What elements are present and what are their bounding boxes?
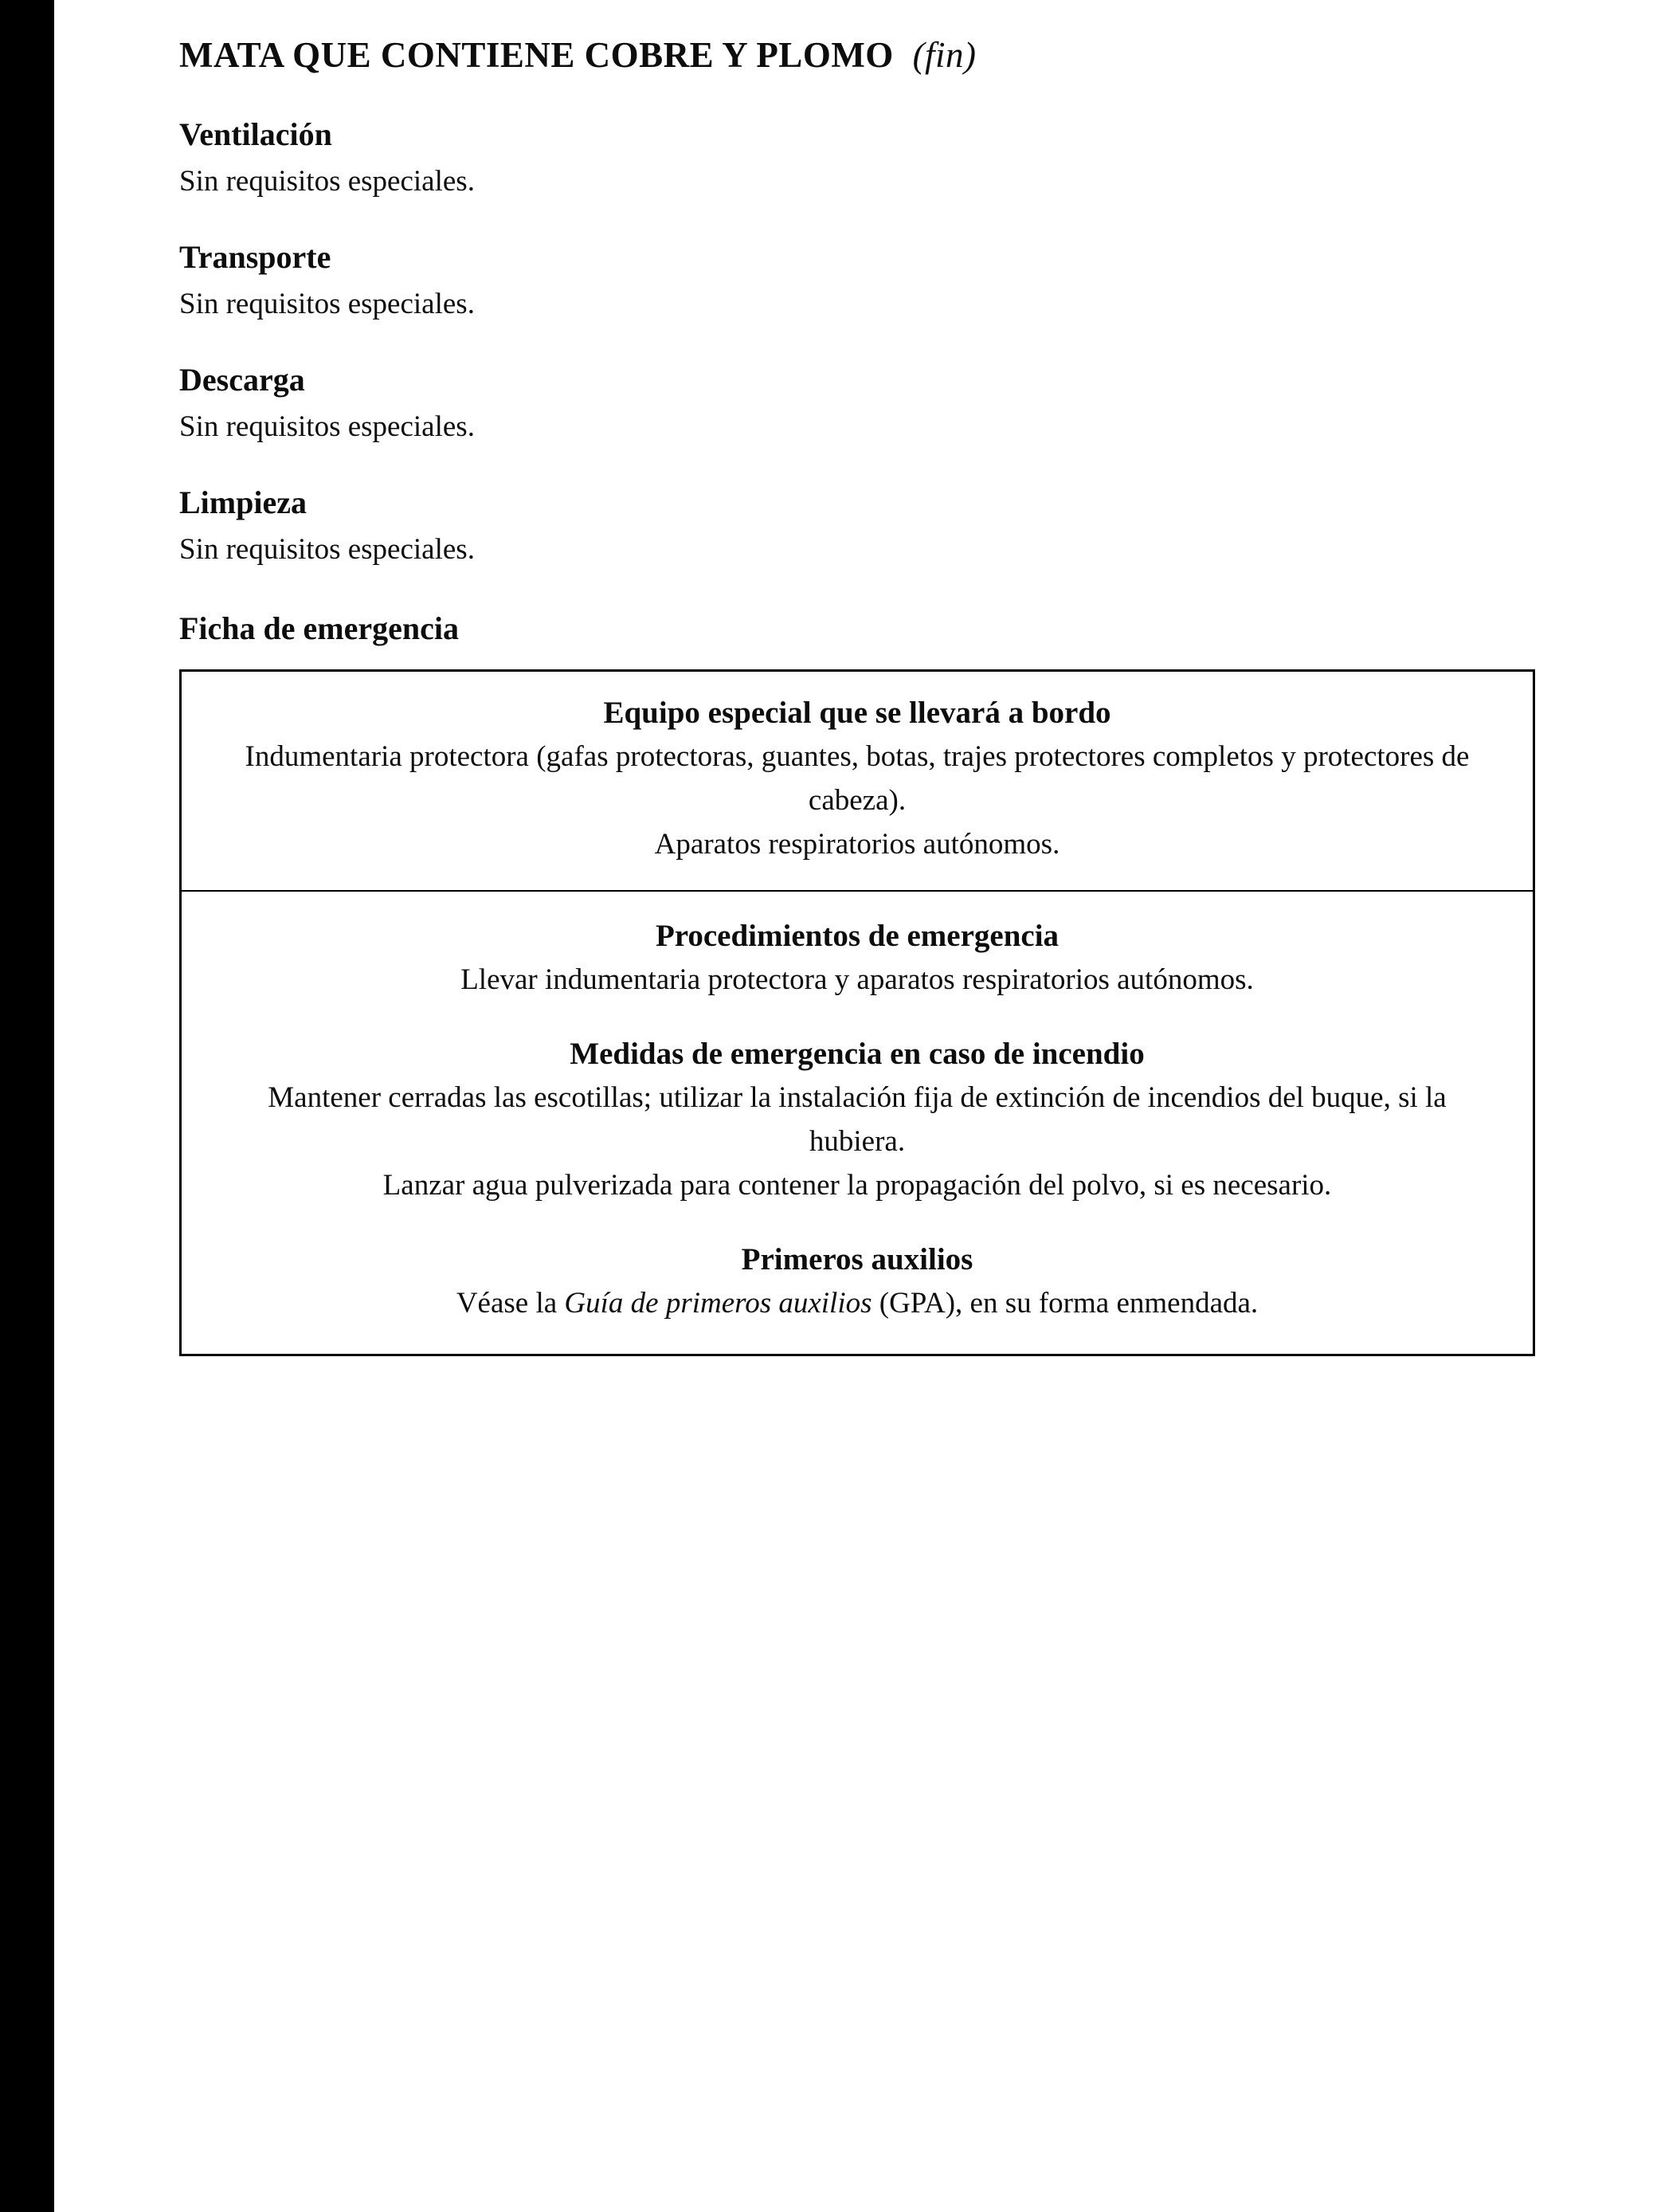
page-content xyxy=(179,33,1537,1356)
procedures-title: Procedimientos de emergencia xyxy=(655,919,1060,953)
fire-line-2: Lanzar agua pulverizada para contener la propagación del polvo, si es necesario. xyxy=(382,1169,1332,1202)
section-body-limpieza: Sin requisitos especiales. xyxy=(179,533,475,566)
page-title-text: MATA QUE CONTIENE COBRE Y PLOMO xyxy=(179,35,894,75)
equipment-line-1: Indumentaria protectora (gafas protectoras, guantes, botas, trajes protectores completos y protectores de cabeza). xyxy=(245,740,1470,817)
emergency-procedures-block xyxy=(229,914,1485,1002)
section-body-transporte: Sin requisitos especiales. xyxy=(179,288,475,320)
procedures-line-1: Llevar indumentaria protectora y aparatos respiratorios autónomos. xyxy=(460,963,1254,996)
first-aid-line-prefix: Véase la xyxy=(456,1287,565,1320)
equipment-row xyxy=(182,672,1533,890)
first-aid-title: Primeros auxilios xyxy=(741,1242,973,1277)
equipment-line-2: Aparatos respiratorios autónomos. xyxy=(654,828,1060,861)
fire-measures-block xyxy=(229,1032,1485,1207)
first-aid-line-suffix: (GPA), en su forma enmendada. xyxy=(872,1287,1259,1320)
first-aid-line xyxy=(229,1281,1485,1325)
binding-bar xyxy=(0,0,54,2212)
page-title-suffix: (fin) xyxy=(912,35,977,75)
section-heading-limpieza: Limpieza xyxy=(179,484,307,520)
section-ventilacion xyxy=(179,116,1537,199)
section-body-descarga: Sin requisitos especiales. xyxy=(179,410,475,443)
section-heading-ficha-de-emergencia: Ficha de emergencia xyxy=(179,610,459,646)
procedures-row xyxy=(182,890,1533,1354)
equipment-title: Equipo especial que se llevará a bordo xyxy=(603,696,1111,730)
section-heading-ventilacion: Ventilación xyxy=(179,116,332,152)
first-aid-block xyxy=(229,1237,1485,1325)
section-transporte xyxy=(179,239,1537,322)
fire-line-1: Mantener cerradas las escotillas; utilizar la instalación fija de extinción de incendios del buque, si la hubiera. xyxy=(268,1081,1447,1158)
emergency-schedule-table xyxy=(179,669,1535,1356)
first-aid-guide-reference: Guía de primeros auxilios xyxy=(564,1287,872,1320)
section-heading-transporte: Transporte xyxy=(179,239,331,275)
section-descarga xyxy=(179,362,1537,445)
page-title xyxy=(179,33,1537,76)
fire-title: Medidas de emergencia en caso de incendio xyxy=(570,1037,1145,1071)
section-body-ventilacion: Sin requisitos especiales. xyxy=(179,165,475,198)
section-heading-descarga: Descarga xyxy=(179,362,305,398)
section-limpieza xyxy=(179,484,1537,567)
